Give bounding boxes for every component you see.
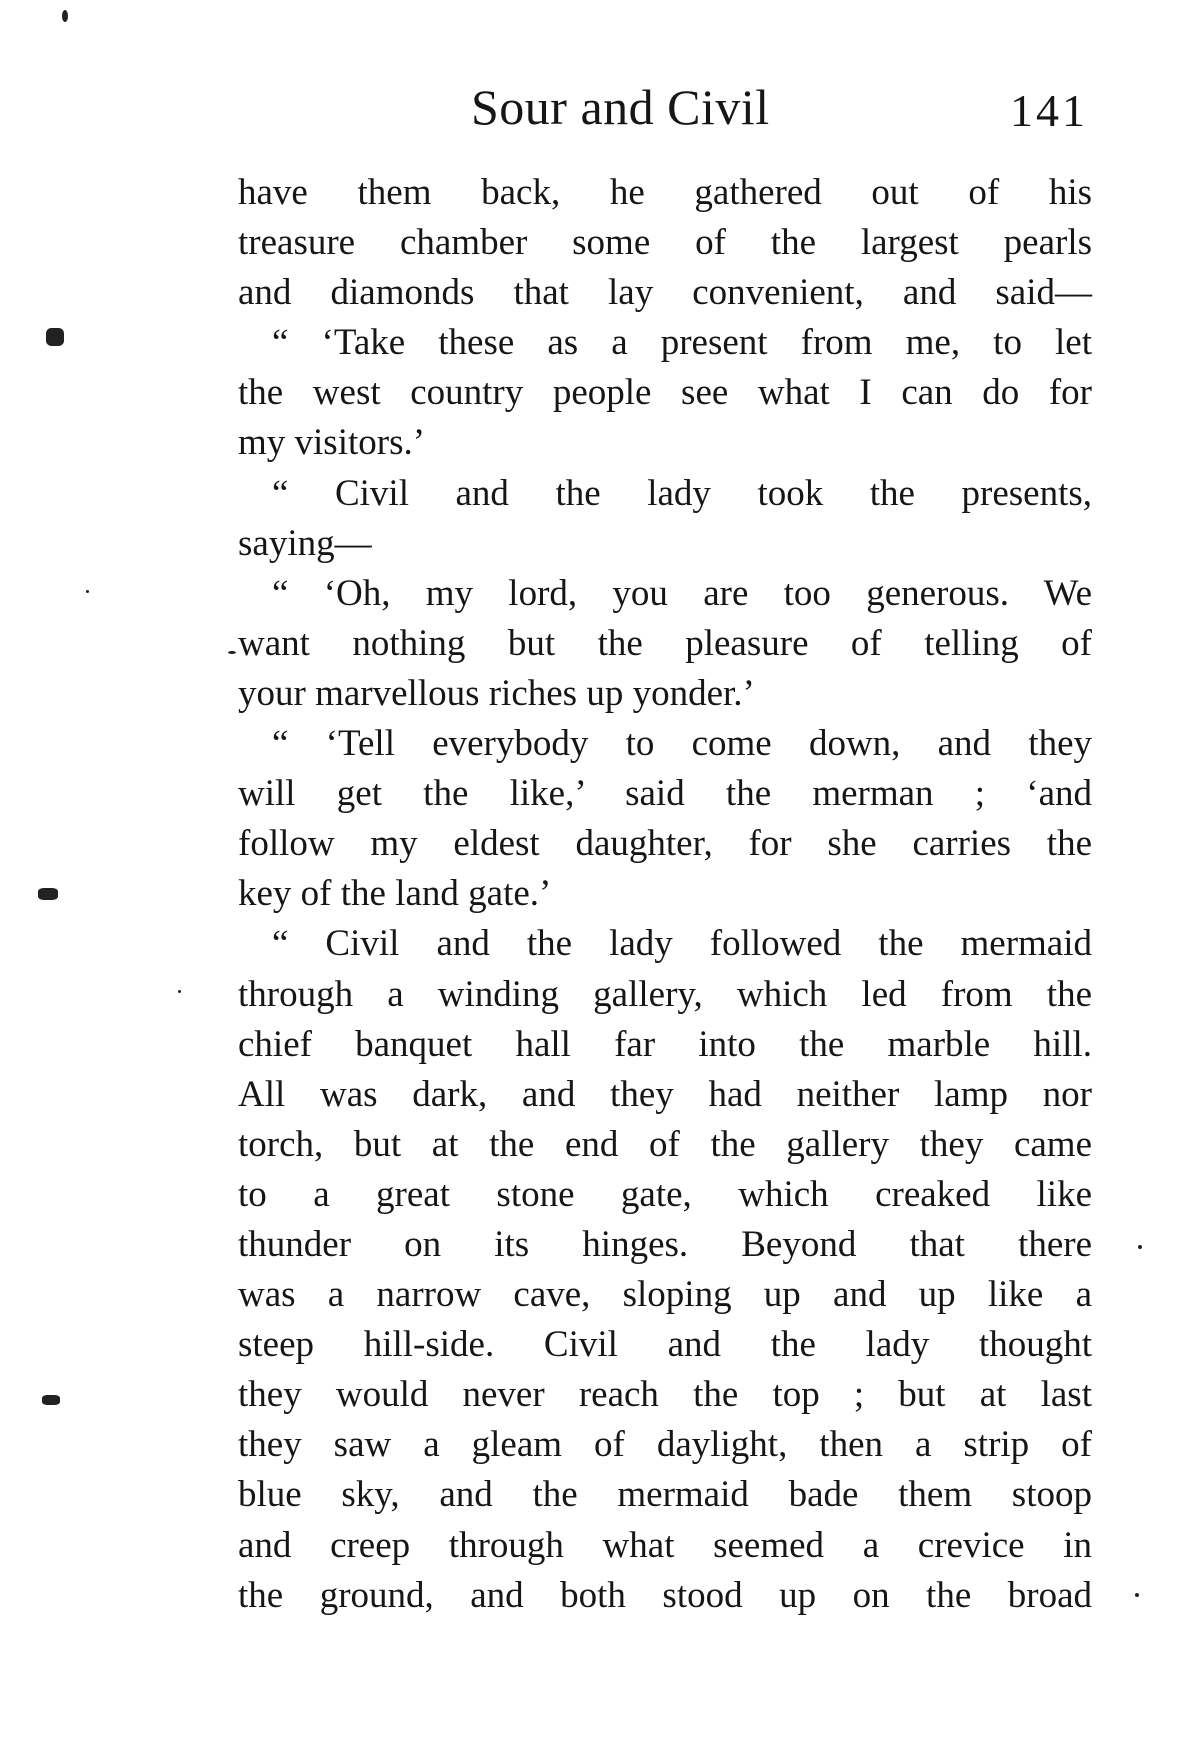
scan-speck — [86, 590, 89, 593]
scan-speck — [1135, 1593, 1139, 1597]
text-line: key of the land gate.’ — [238, 873, 552, 915]
text-line: “ Civil and the lady followed the mermaid — [272, 923, 1092, 965]
text-line: to a great stone gate, which creaked like — [238, 1173, 1092, 1215]
text-line: steep hill-side. Civil and the lady thought — [238, 1324, 1092, 1366]
text-line: have them back, he gathered out of his — [238, 172, 1092, 213]
body-text — [238, 168, 1092, 1621]
text-line: they would never reach the top ; but at last — [238, 1374, 1092, 1416]
text-line: want nothing but the pleasure of telling of — [238, 622, 1092, 664]
text-line: thunder on its hinges. Beyond that there — [238, 1223, 1092, 1265]
text-line: follow my eldest daughter, for she carries the — [238, 823, 1092, 865]
text-line: All was dark, and they had neither lamp nor — [238, 1073, 1092, 1115]
text-line: through a winding gallery, which led from the — [238, 973, 1092, 1015]
scan-speck — [62, 10, 68, 22]
text-line: they saw a gleam of daylight, then a strip of — [238, 1424, 1092, 1466]
text-line: and diamonds that lay convenient, and said— — [238, 272, 1092, 314]
text-line: “ Civil and the lady took the presents, — [272, 472, 1092, 514]
text-line: was a narrow cave, sloping up and up like a — [238, 1274, 1092, 1316]
text-line: “ ‘Oh, my lord, you are too generous. We — [272, 572, 1092, 614]
scan-speck — [38, 888, 58, 900]
text-line: “ ‘Tell everybody to come down, and they — [272, 723, 1092, 765]
scan-speck — [1138, 1245, 1142, 1249]
text-line: the ground, and both stood up on the broad — [238, 1574, 1092, 1616]
text-line: saying— — [238, 522, 372, 564]
text-line: treasure chamber some of the largest pearls — [238, 222, 1092, 264]
text-line: and creep through what seemed a crevice in — [238, 1524, 1092, 1566]
scan-speck — [228, 651, 236, 654]
text-line: torch, but at the end of the gallery they came — [238, 1123, 1092, 1165]
text-line: the west country people see what I can do for — [238, 372, 1092, 414]
scan-speck — [46, 328, 64, 346]
text-line: my visitors.’ — [238, 422, 426, 464]
text-line: will get the like,’ said the merman ; ‘and — [238, 773, 1092, 815]
scan-speck — [178, 990, 181, 993]
text-line: your marvellous riches up yonder.’ — [238, 672, 755, 714]
text-line: chief banquet hall far into the marble hill. — [238, 1023, 1092, 1065]
text-line: “ ‘Take these as a present from me, to let — [272, 322, 1092, 364]
running-head: Sour and Civil — [471, 79, 770, 135]
text-line: blue sky, and the mermaid bade them stoop — [238, 1474, 1092, 1516]
scan-speck — [42, 1395, 60, 1405]
page-number: 141 — [1010, 85, 1088, 136]
